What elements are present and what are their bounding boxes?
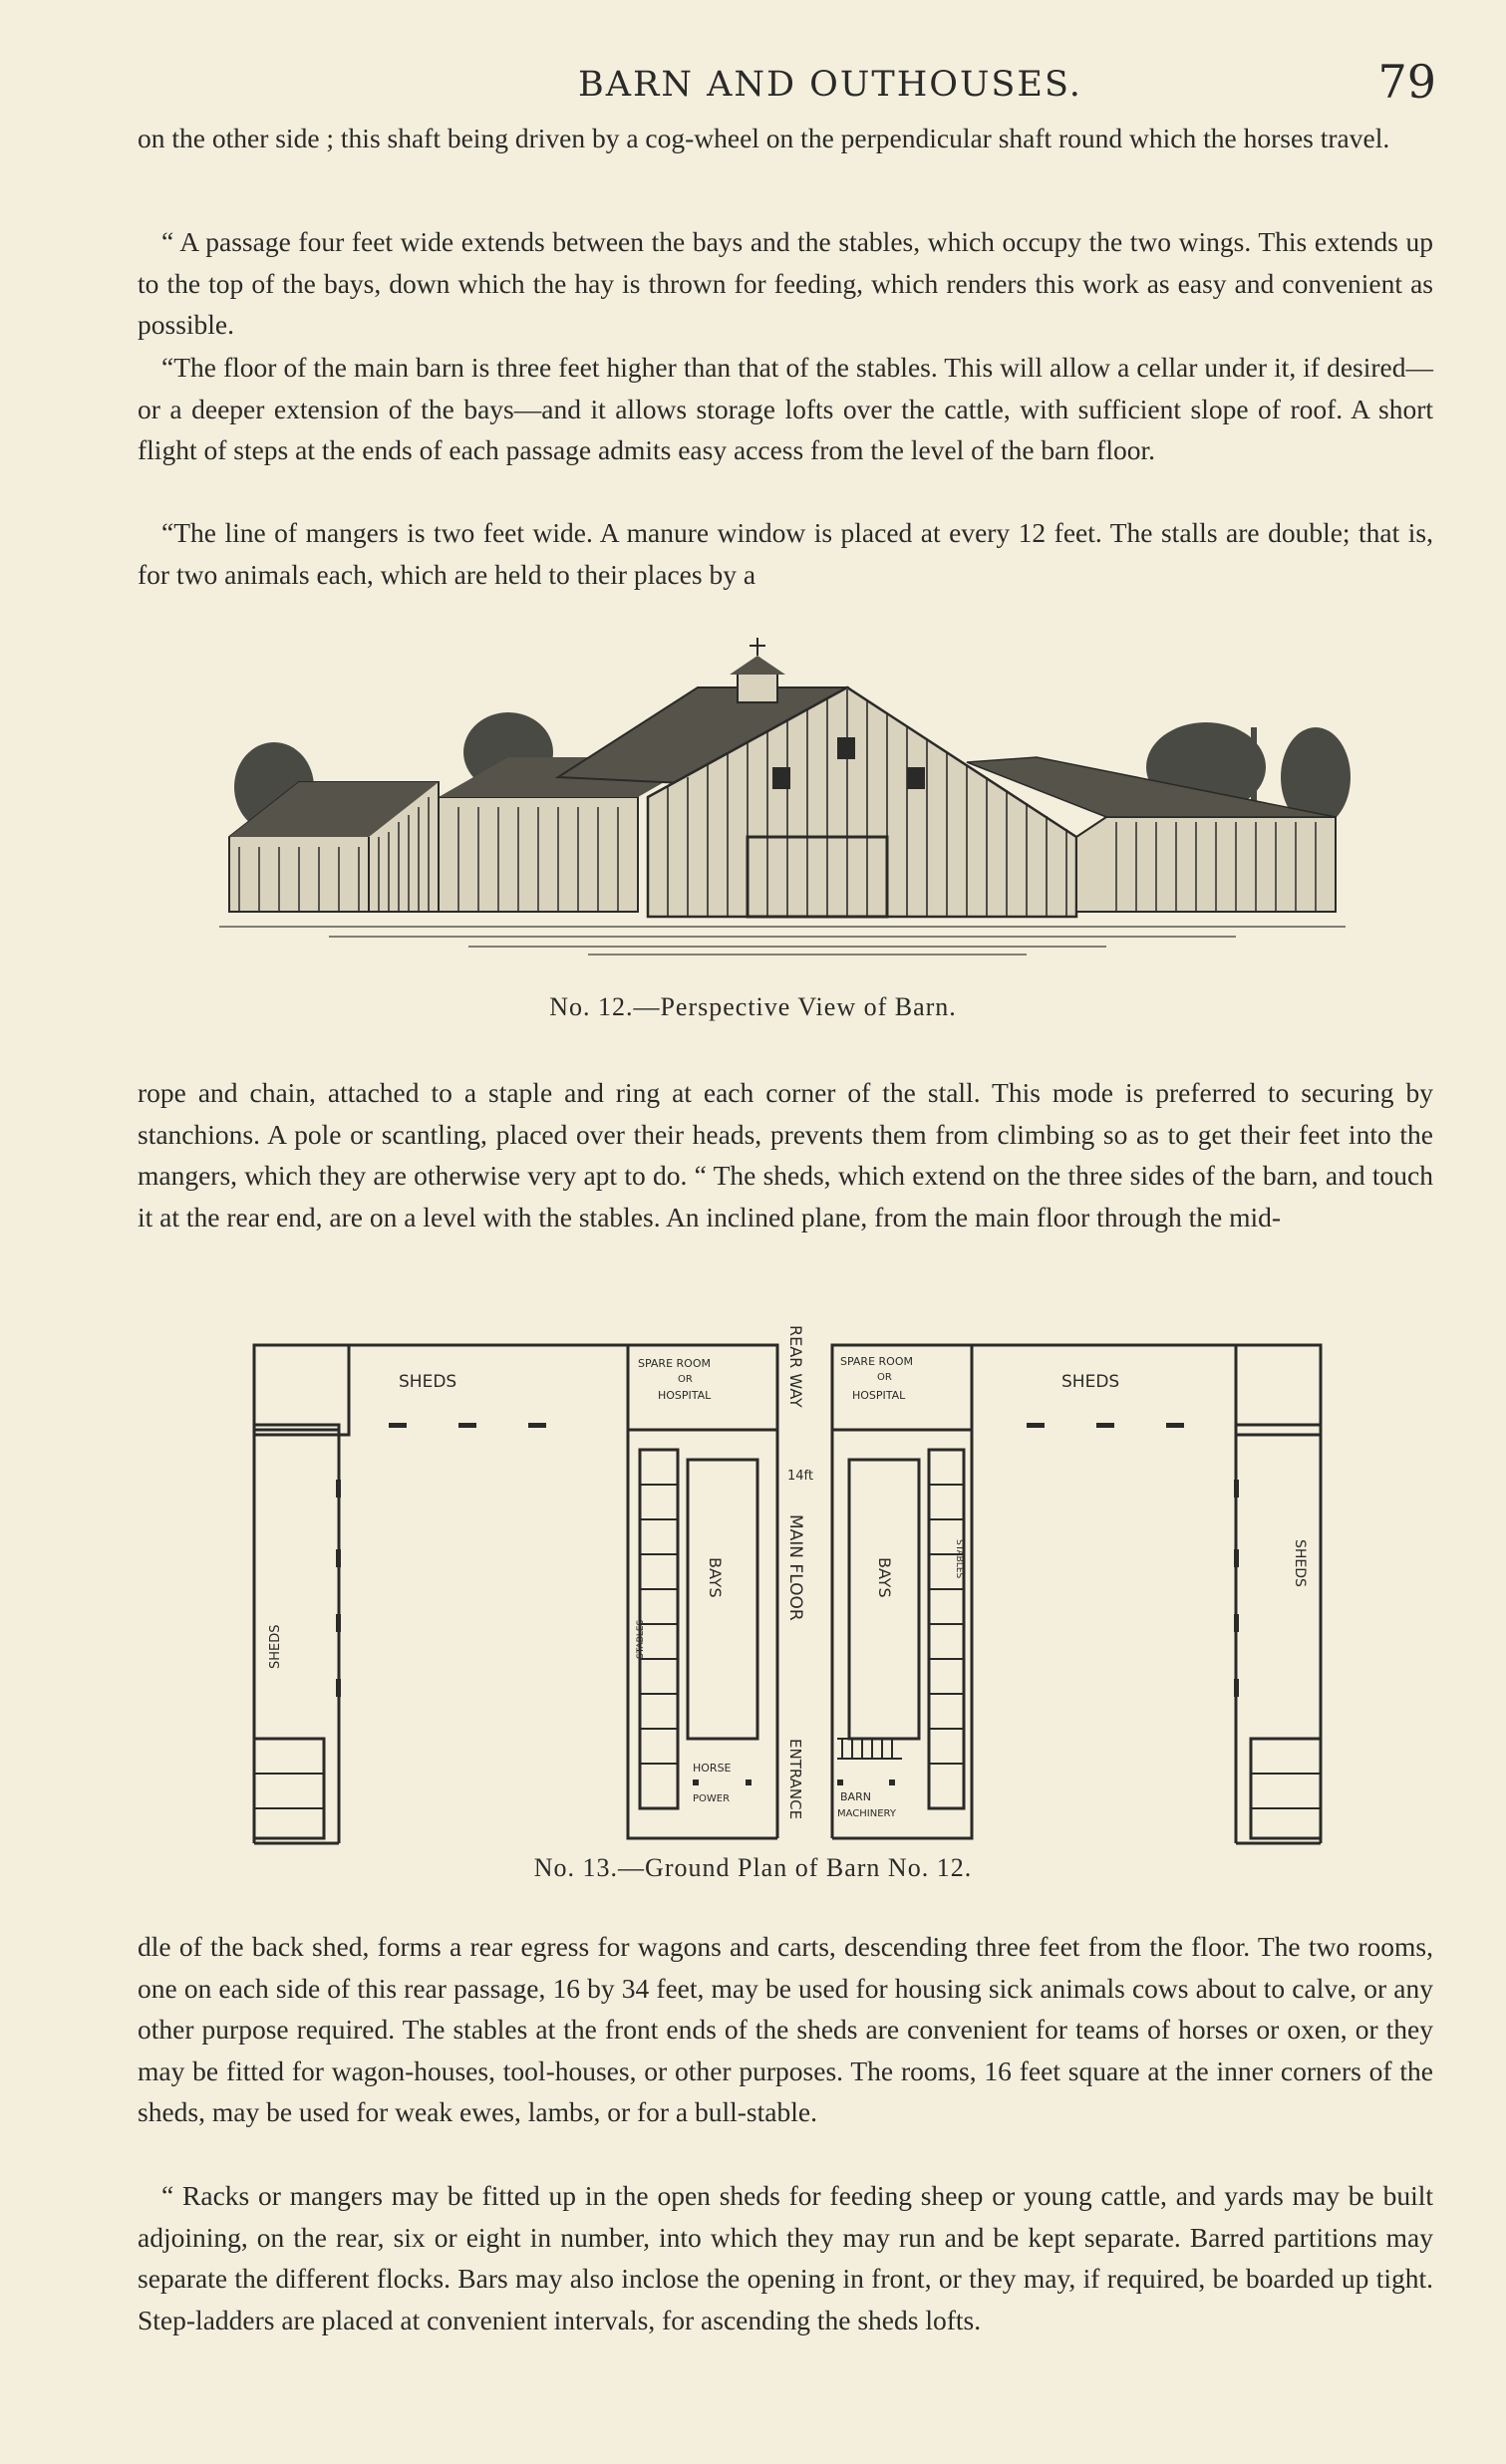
plan-label-spare-room-left-1: SPARE ROOM bbox=[638, 1357, 711, 1370]
plan-label-sheds-top-right: SHEDS bbox=[1061, 1372, 1120, 1392]
barn-perspective-illustration bbox=[209, 638, 1365, 986]
plan-label-sheds-left: SHEDS bbox=[268, 1624, 283, 1669]
plan-label-horse-power-1: HORSE bbox=[693, 1762, 732, 1775]
barn-ground-plan bbox=[239, 1315, 1336, 1853]
plan-label-sheds-top-left: SHEDS bbox=[399, 1372, 457, 1392]
figure-12-caption: No. 12.—Perspective View of Barn. bbox=[549, 992, 957, 1021]
running-title: BARN AND OUTHOUSES. bbox=[578, 65, 1082, 105]
plan-label-spare-room-right-3: HOSPITAL bbox=[852, 1389, 906, 1402]
plan-label-spare-room-right-2: OR bbox=[877, 1372, 892, 1383]
paragraph-1: on the other side ; this shaft being driven by a cog-wheel on the perpendicular shaft round which the horses travel. bbox=[138, 123, 1390, 153]
plan-label-main-floor: MAIN FLOOR bbox=[785, 1514, 805, 1621]
plan-label-entrance: ENTRANCE bbox=[786, 1739, 804, 1820]
paragraph-5: rope and chain, attached to a staple and ring at each corner of the stall. This mode is preferred to securing by stanchions. A pole or scantling, placed over their heads, prevents them from climbing so as to get their feet into the mangers, which they are otherwise very apt to do. “ The sheds, which extend on the three sides of the barn, and touch it at the rear end, are on a level with the stables. An inclined plane, from the main floor through the mid- bbox=[138, 1077, 1433, 1232]
paragraph-4: “The line of mangers is two feet wide. A manure window is placed at every 12 feet. The stalls are double; that is, for two animals each, which are held to their places by a bbox=[138, 517, 1433, 590]
plan-label-barn-machinery-1: BARN bbox=[840, 1790, 871, 1803]
plan-label-spare-room-left-3: HOSPITAL bbox=[658, 1389, 712, 1402]
plan-label-stables-right: STABLES bbox=[954, 1539, 964, 1579]
plan-label-bays-right: BAYS bbox=[875, 1557, 894, 1598]
plan-label-sheds-right: SHEDS bbox=[1292, 1539, 1308, 1587]
plan-label-stables-left: STABLES bbox=[636, 1619, 646, 1659]
plan-label-spare-room-left-2: OR bbox=[678, 1374, 693, 1385]
plan-label-width-note: 14ft bbox=[787, 1469, 813, 1484]
plan-label-bays-left: BAYS bbox=[706, 1557, 725, 1598]
plan-label-rear-way: REAR WAY bbox=[786, 1325, 805, 1408]
plan-label-horse-power-2: POWER bbox=[693, 1793, 731, 1804]
plan-label-barn-machinery-2: MACHINERY bbox=[837, 1808, 896, 1819]
paragraph-3: “The floor of the main barn is three feet higher than that of the stables. This will allow a cellar under it, if desired—or a deeper extension of the bays—and it allows storage lofts over the cattle, with sufficient slope of roof. A short flight of steps at the ends of each passage admits easy access from the level of the barn floor. bbox=[138, 352, 1433, 466]
page-header bbox=[0, 55, 1506, 115]
plan-label-spare-room-right-1: SPARE ROOM bbox=[840, 1355, 913, 1368]
page-number: 79 bbox=[1377, 55, 1436, 109]
paragraph-2: “ A passage four feet wide extends between the bays and the stables, which occupy the two wings. This extends up to the top of the bays, down which the hay is thrown for feeding, which renders this work as easy and convenient as possible. bbox=[138, 226, 1433, 341]
paragraph-6: dle of the back shed, forms a rear egress for wagons and carts, descending three feet from the floor. The two rooms, one on each side of this rear passage, 16 by 34 feet, may be used for housing sick animals cows about to calve, or any other purpose required. The stables at the front ends of the sheds are convenient for teams of horses or oxen, or they may be fitted for wagon-houses, tool-houses, or other purposes. The rooms, 16 feet square at the inner corners of the sheds, may be used for weak ewes, lambs, or for a bull-stable. bbox=[138, 1931, 1433, 2128]
paragraph-7: “ Racks or mangers may be fitted up in the open sheds for feeding sheep or young cattle, and yards may be built adjoining, on the rear, six or eight in number, into which they may run and be kept separate. Barred partitions may separate the different flocks. Bars may also inclose the opening in front, or they may, if required, be boarded up tight. Step-ladders are placed at convenient intervals, for ascending the sheds lofts. bbox=[138, 2180, 1433, 2335]
figure-13-caption: No. 13.—Ground Plan of Barn No. 12. bbox=[533, 1853, 973, 1882]
